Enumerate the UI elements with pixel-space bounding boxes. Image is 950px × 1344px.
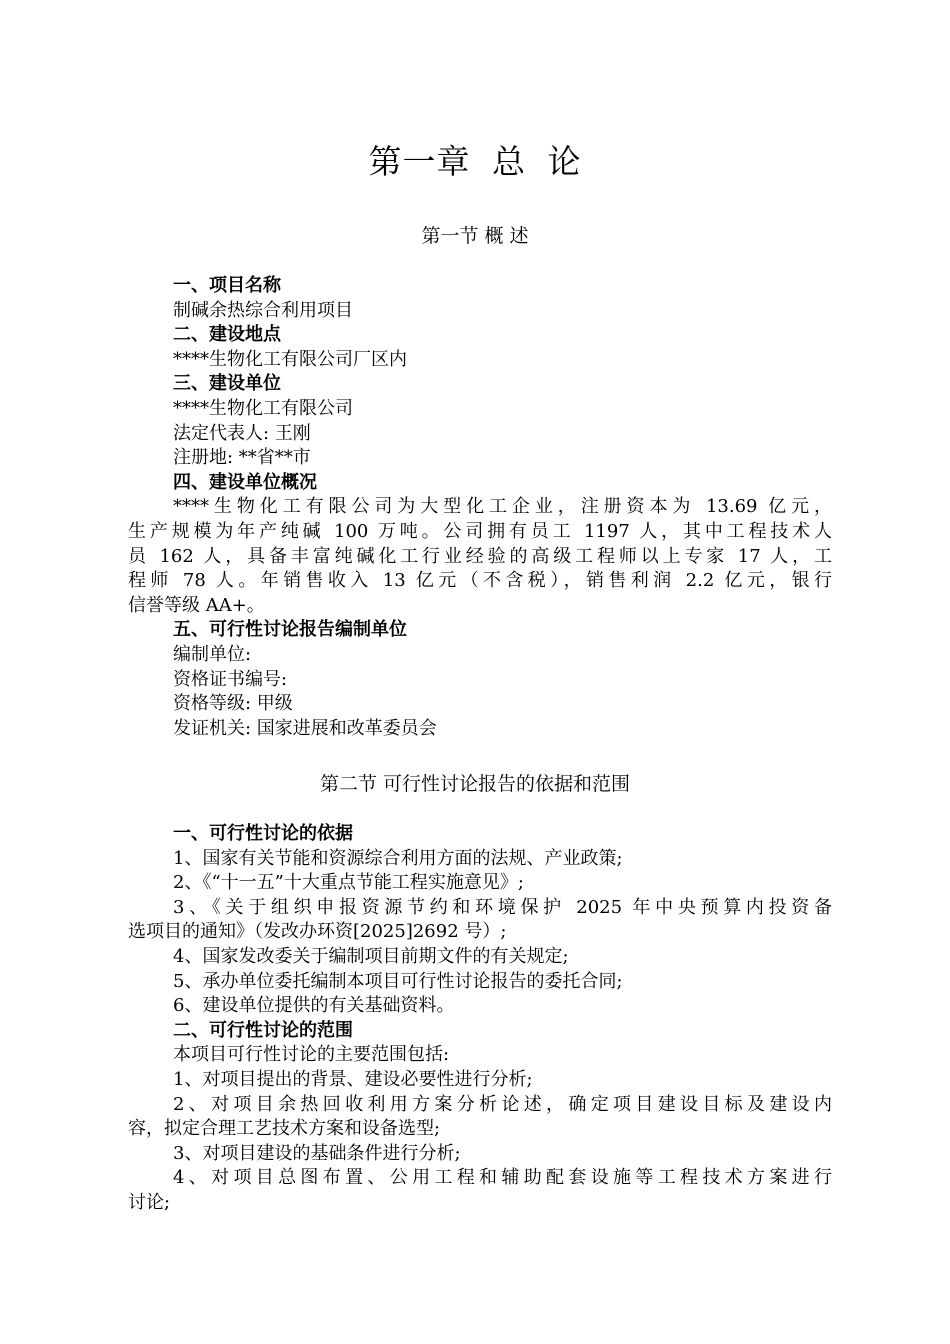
basis-line: 1、国家有关节能和资源综合利用方面的法规、产业政策;: [173, 847, 623, 869]
basis-line: 3、《关于组织申报资源节约和环境保护 2025 年中央预算内投资备: [173, 896, 832, 918]
scope-heading: 二、可行性讨论的范围: [173, 1019, 353, 1041]
item-4-paragraph-line: 生产规模为年产纯碱 100 万吨。公司拥有员工 1197 人，其中工程技术人: [128, 520, 832, 542]
chapter-title: 第一章 总 论: [368, 142, 582, 181]
item-5-line: 发证机关: 国家进展和改革委员会: [173, 717, 437, 739]
basis-line: 2、《“十一五”十大重点节能工程实施意见》;: [173, 872, 524, 894]
basis-line: 6、建设单位提供的有关基础资料。: [173, 995, 455, 1017]
section-1-title: 第一节 概 述: [421, 225, 529, 247]
item-3-line: 法定代表人: 王刚: [173, 422, 311, 444]
basis-line: 4、国家发改委关于编制项目前期文件的有关规定;: [173, 945, 569, 967]
item-5-heading: 五、可行性讨论报告编制单位: [173, 619, 407, 641]
item-5-line: 资格等级: 甲级: [173, 693, 293, 715]
item-1-heading: 一、项目名称: [173, 275, 281, 296]
scope-line: 讨论;: [128, 1191, 171, 1213]
item-4-paragraph-line: ****生物化工有限公司为大型化工企业，注册资本为 13.69 亿元，: [173, 496, 832, 518]
section-1-body: [128, 274, 832, 741]
item-1-text: 制碱余热综合利用项目: [173, 299, 353, 321]
basis-line: 5、承办单位委托编制本项目可行性讨论报告的委托合同;: [173, 970, 623, 992]
scope-line: 3、对项目建设的基础条件进行分析;: [173, 1142, 461, 1164]
item-2-text: ****生物化工有限公司厂区内: [173, 348, 407, 370]
section-2-title: 第二节 可行性讨论报告的依据和范围: [319, 773, 631, 795]
section-2-body: [128, 822, 832, 1216]
item-4-paragraph-line: 员 162 人，具备丰富纯碱化工行业经验的高级工程师以上专家 17 人，工: [128, 545, 832, 567]
item-4-paragraph-line: 信誉等级 AA+。: [128, 594, 265, 616]
item-3-line: 注册地: **省**市: [173, 447, 311, 469]
basis-line: 选项目的通知》（发改办环资[2025]2692 号）;: [128, 921, 507, 943]
scope-line: 4、对项目总图布置、公用工程和辅助配套设施等工程技术方案进行: [173, 1167, 832, 1189]
item-4-paragraph-line: 程师 78 人。年销售收入 13 亿元（不含税），销售利润 2.2 亿元，银行: [128, 570, 832, 592]
scope-line: 1、对项目提出的背景、建设必要性进行分析;: [173, 1068, 533, 1090]
item-2-heading: 二、建设地点: [173, 324, 281, 346]
scope-line: 本项目可行性讨论的主要范围包括:: [173, 1044, 450, 1066]
item-3-heading: 三、建设单位: [173, 373, 281, 395]
scope-line: 容，拟定合理工艺技术方案和设备选型;: [128, 1118, 441, 1140]
scope-line: 2、对项目余热回收利用方案分析论述，确定项目建设目标及建设内: [173, 1093, 832, 1115]
basis-heading: 一、可行性讨论的依据: [173, 823, 353, 844]
item-5-line: 资格证书编号:: [173, 668, 288, 690]
item-3-line: ****生物化工有限公司: [173, 397, 353, 419]
item-4-heading: 四、建设单位概况: [173, 471, 317, 493]
item-5-line: 编制单位:: [173, 643, 252, 665]
